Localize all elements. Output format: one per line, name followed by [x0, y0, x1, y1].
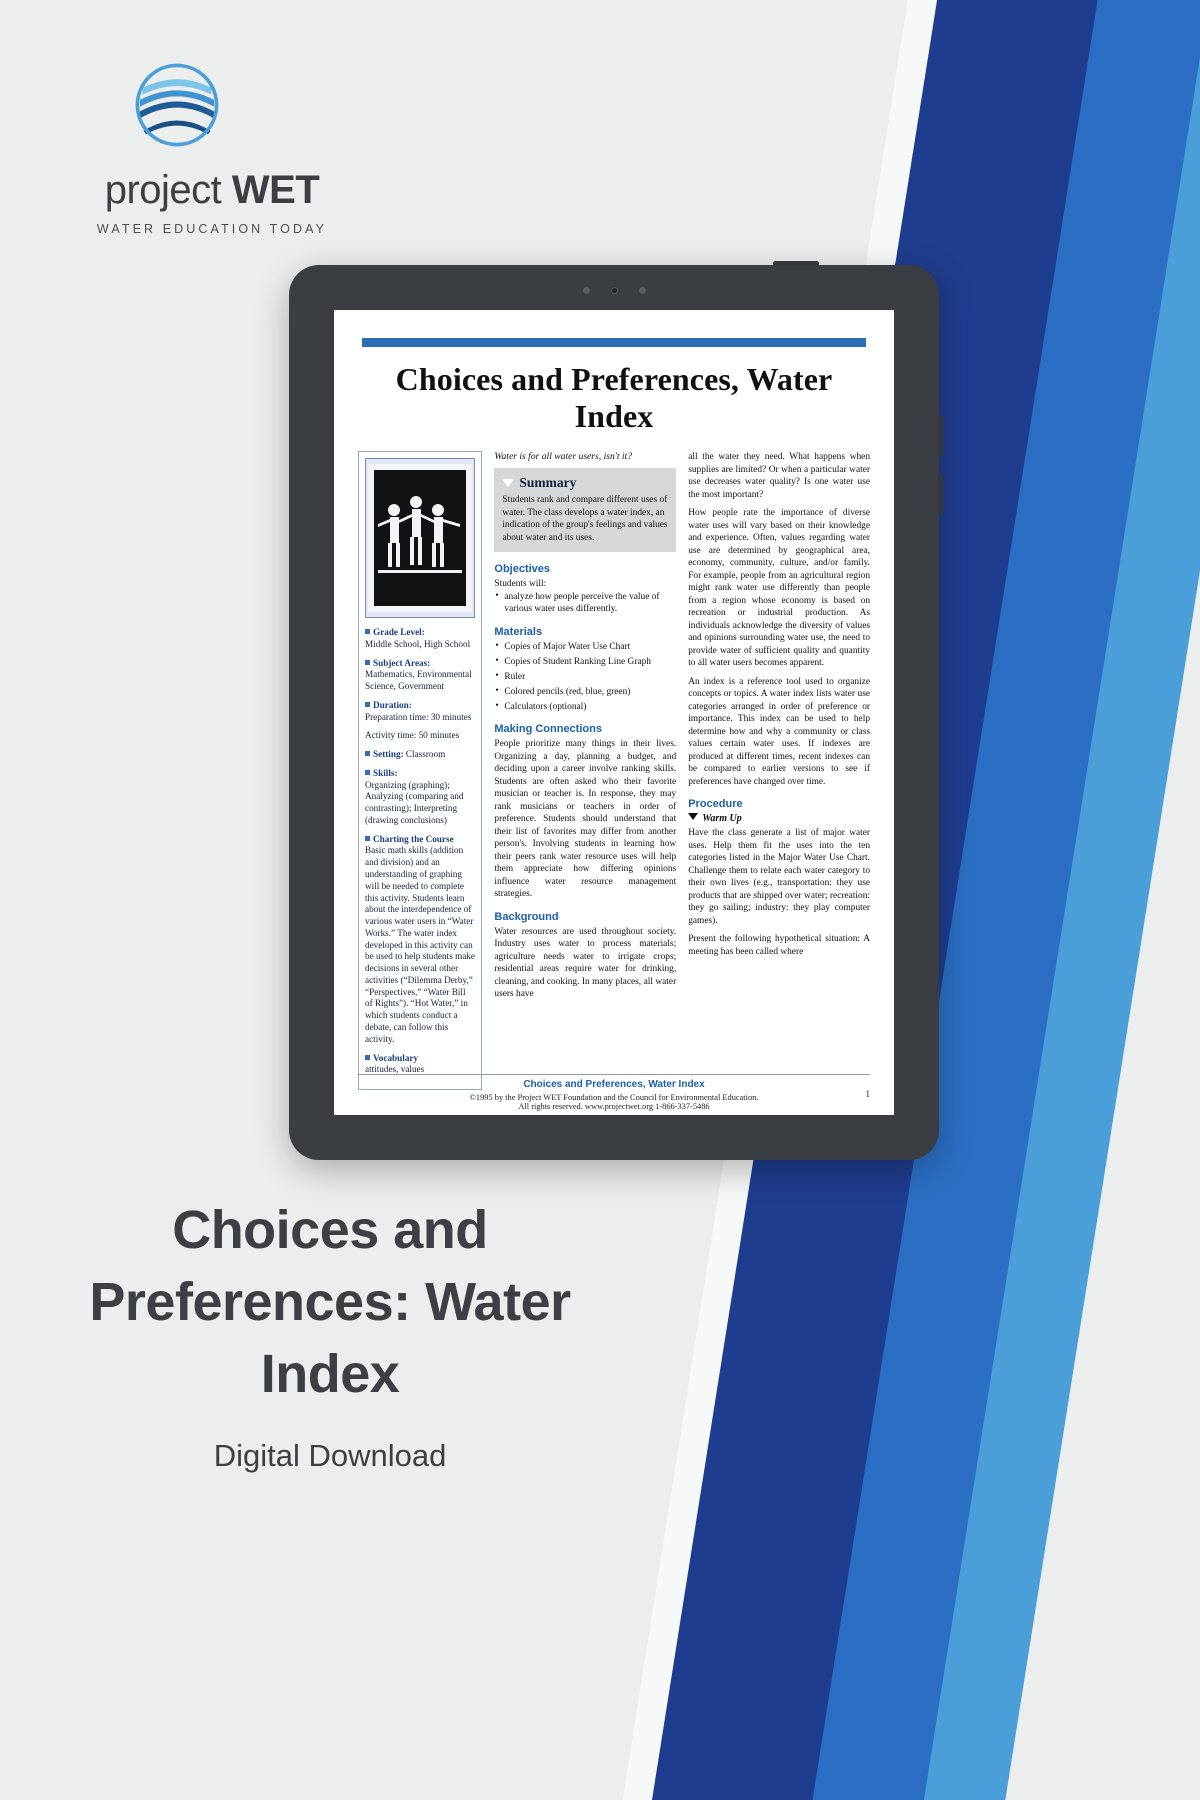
- background-text-part2: all the water they need. What happens when supplies are limited? Or when a particular water use decreases water quality? Is one water use the most important? How people rate the importance of diverse water uses will vary based on their knowledge and experience. Often, values regarding water use are determined by geographical area, economy, community, culture, and/or family. For example, people from an agricultural region might rank water use differently than people from a region whose economy is based on recreation or industrial production. As individuals acknowledge the diversity of values and opinions surrounding water use, the need to provide water of sufficient quality and quantity to all water users becomes apparent. An index is a reference tool used to organize concepts or topics. A water index lists water use categories arranged in order of preference or importance. This index can be used to help determine how and why a community or class values certain water uses. If indexes are produced at different times, recent indexes can be compared to earlier versions to see if preferences have changed over time.: [688, 452, 871, 787]
- section-heading-procedure: Procedure: [688, 798, 743, 810]
- sidebar-item-charting-the-course: Charting the Course Basic math skills (addition and division) and an understanding of graphing will be needed to complete this activity. Students learn about the interdependence of various water users in “Water Works.” The water index developed in this activity can be used to help students make decisions in several other activities (“Dilemma Derby,” “Perspectives,” “Water Bill of Rights”). “Hot Water,” in which students conduct a debate, can follow this activity.: [365, 833, 475, 1044]
- footer-page-number: 1: [865, 1089, 870, 1099]
- section-heading-objectives: Objectives: [494, 563, 551, 575]
- list-item: • analyze how people perceive the value of various water uses differently.: [494, 591, 676, 616]
- sidebar-item-skills: Skills: Organizing (graphing); Analyzing (comparing and contrasting); Interpreting (drawing conclusions): [365, 767, 464, 825]
- sensor-dot-icon: [639, 287, 646, 294]
- sidebar-item-subject-areas: Subject Areas: Mathematics, Environmental Science, Government: [365, 657, 472, 692]
- summary-box: [494, 468, 676, 552]
- tablet-mockup: [289, 265, 939, 1160]
- page-header-rule: [362, 338, 866, 347]
- document-footer: [358, 1074, 870, 1111]
- section-heading-background: Background: [494, 910, 559, 923]
- document-title: Choices and Preferences, Water Index: [395, 361, 833, 434]
- bullet-square-icon: [365, 1055, 370, 1060]
- brand-name-bold: WET: [231, 168, 320, 212]
- product-title-block: [0, 1195, 660, 1474]
- warm-up-label: Warm Up: [688, 813, 870, 824]
- bullet-square-icon: [365, 770, 370, 775]
- list-item: • Calculators (optional): [494, 701, 676, 714]
- brand-wordmark: [62, 168, 362, 213]
- footer-copyright: ©1995 by the Project WET Foundation and the Council for Environmental Education.: [469, 1093, 759, 1102]
- brand-name-light: project: [104, 168, 232, 212]
- footer-rights: All rights reserved. www.projectwet.org 1-866-337-5486: [518, 1102, 710, 1111]
- bullet-square-icon: [365, 629, 370, 634]
- document-kicker: Water is for all water users, isn't it?: [494, 451, 633, 462]
- brand-logo: [62, 62, 362, 236]
- bullet-square-icon: [365, 702, 370, 707]
- tablet-screen: [334, 310, 894, 1115]
- sidebar-illustration: [365, 458, 475, 618]
- triangle-marker-icon: [688, 813, 698, 820]
- section-heading-materials: Materials: [494, 625, 543, 638]
- background-text-part1: Water resources are used throughout society. Industry uses water to process materials; agriculture needs water to irrigate crops; residential areas require water for drinking, cleaning, and cooking. In many places, all water users have: [494, 926, 677, 999]
- materials-list: [494, 641, 676, 714]
- bullet-square-icon: [365, 751, 370, 756]
- camera-lens-icon: [611, 287, 618, 294]
- page-columns: [358, 451, 870, 1090]
- objectives-list: [494, 591, 676, 616]
- brand-tagline: WATER EDUCATION TODAY: [96, 222, 328, 236]
- section-heading-making-connections: Making Connections: [494, 723, 602, 735]
- sidebar-item-setting: Setting: Classroom: [365, 749, 475, 761]
- water-wave-circle-logo-icon: [134, 62, 220, 148]
- sidebar-content: [365, 627, 475, 1076]
- document-page: [334, 310, 894, 1115]
- sidebar-item-vocabulary: Vocabulary attitudes, values: [365, 1052, 425, 1075]
- tablet-power-button: [773, 261, 819, 266]
- objectives-lead: Students will:: [494, 579, 547, 589]
- summary-text: Students rank and compare different uses of water. The class develops a water index, an indication of the group's feelings and values about water and its uses.: [502, 495, 668, 543]
- sensor-dot-icon: [583, 287, 590, 294]
- procedure-text: Have the class generate a list of major water uses. Help them fit the uses into the ten categories listed in the Major Water Use Chart. Challenge them to relate each water category to their own lives (e.g., transportation: they use products that are shipped over water; recreation: they go sailing; industry: they play computer games). Present the following hypothetical situation: A meeting has been called where: [688, 828, 871, 957]
- tablet-sensor-row: [289, 287, 939, 294]
- bullet-square-icon: [365, 660, 370, 665]
- making-connections-text: People prioritize many things in their lives. Organizing a day, planning a budget, and deciding upon a career involve ranking skills. Students are often asked who their favorite musician or teacher is. In response, they may rank musicians or teachers in order of preference. Students should understand that their list of favorites may differ from another person's. Involving students in learning how their peers rank water resource uses will help them appreciate how differing opinions influence water resource management strategies.: [494, 739, 677, 899]
- summary-heading: Summary: [502, 475, 668, 491]
- footer-title: Choices and Preferences, Water Index: [523, 1079, 705, 1090]
- document-sidebar: [358, 451, 482, 1090]
- list-item: • Colored pencils (red, blue, green): [494, 686, 676, 699]
- list-item: • Copies of Student Ranking Line Graph: [494, 656, 676, 669]
- page-title: Choices and Preferences: Water Index: [89, 1200, 571, 1404]
- list-item: • Ruler: [494, 671, 676, 684]
- list-item: • Copies of Major Water Use Chart: [494, 641, 676, 654]
- product-subtitle: Digital Download: [213, 1438, 447, 1474]
- sidebar-item-duration: Duration: Preparation time: 30 minutes: [365, 699, 472, 722]
- sidebar-item-grade-level: Grade Level: Middle School, High School: [365, 627, 471, 649]
- document-column-right: [688, 451, 870, 964]
- bullet-square-icon: [365, 836, 370, 841]
- document-column-middle: [494, 451, 676, 1007]
- sidebar-item-activity-time: Activity time: 50 minutes: [365, 730, 460, 741]
- triangle-marker-icon: [502, 479, 514, 487]
